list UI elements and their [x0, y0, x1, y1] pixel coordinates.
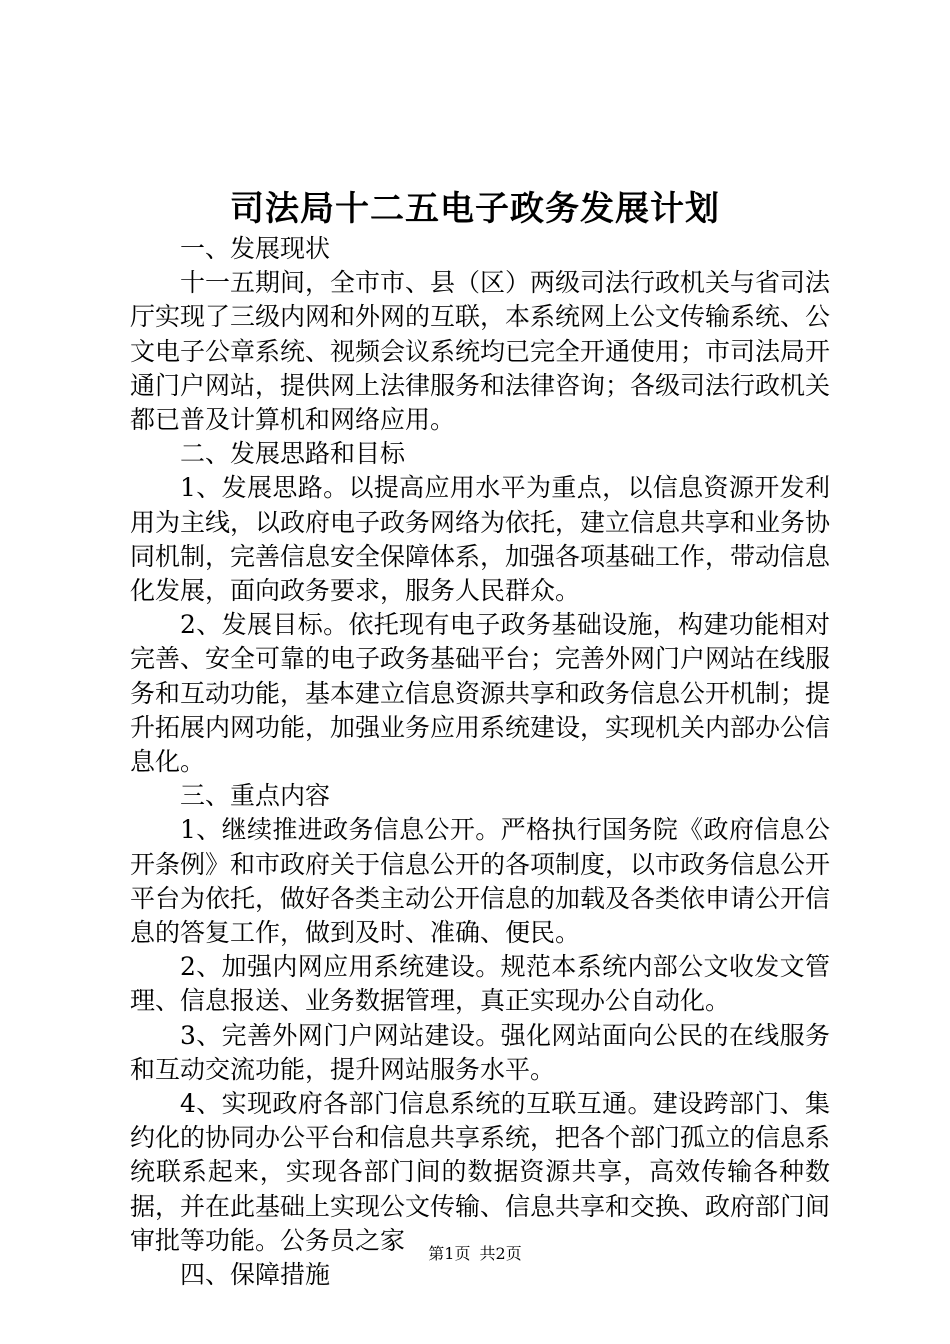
- section-heading: 三、重点内容: [180, 781, 331, 811]
- document-title: 司法局十二五电子政务发展计划: [230, 189, 720, 229]
- section-heading: 一、发展现状: [180, 234, 331, 263]
- paragraph: 2、发展目标。依托现有电子政务基础设施，构建功能相对完善、安全可靠的电子政务基础平台；完善外网门户网站在线服务和互动功能，基本建立信息资源共享和政务信息公开机制；提升拓展内网功能，加强业务应用系统建设，实现机关内部办公信息化。: [130, 610, 831, 777]
- page-total: 共2页: [479, 1244, 522, 1263]
- paragraph: 1、发展思路。以提高应用水平为重点，以信息资源开发利用为主线，以政府电子政务网络为依托，建立信息共享和业务协同机制，完善信息安全保障体系，加强各项基础工作，带动信息化发展，面向政务要求，服务人民群众。: [130, 473, 831, 606]
- page-footer: [0, 1242, 950, 1266]
- section-heading: 四、保障措施: [180, 1260, 331, 1290]
- document-body: [130, 232, 830, 1292]
- paragraph: 4、实现政府各部门信息系统的互联互通。建设跨部门、集约化的协同办公平台和信息共享系统，把各个部门孤立的信息系统联系起来，实现各部门间的数据资源共享，高效传输各种数据，并在此基础上实现公文传输、信息共享和交换、政府部门间审批等功能。公务员之家: [130, 1089, 831, 1255]
- paragraph: 2、加强内网应用系统建设。规范本系统内部公文收发文管理、信息报送、业务数据管理，真正实现办公自动化。: [130, 952, 830, 1016]
- paragraph: 3、完善外网门户网站建设。强化网站面向公民的在线服务和互动交流功能，提升网站服务水平。: [130, 1020, 830, 1084]
- page-number: 第1页: [428, 1244, 471, 1263]
- section-heading: 二、发展思路和目标: [180, 439, 406, 469]
- paragraph: 十一五期间，全市市、县（区）两级司法行政机关与省司法厅实现了三级内网和外网的互联，本系统网上公文传输系统、公文电子公章系统、视频会议系统均已完全开通使用；市司法局开通门户网站，提供网上法律服务和法律咨询；各级司法行政机关都已普及计算机和网络应用。: [130, 268, 831, 435]
- paragraph: 1、继续推进政务信息公开。严格执行国务院《政府信息公开条例》和市政府关于信息公开的各项制度，以市政务信息公开平台为依托，做好各类主动公开信息的加载及各类依申请公开信息的答复工作，做到及时、准确、便民。: [130, 815, 831, 948]
